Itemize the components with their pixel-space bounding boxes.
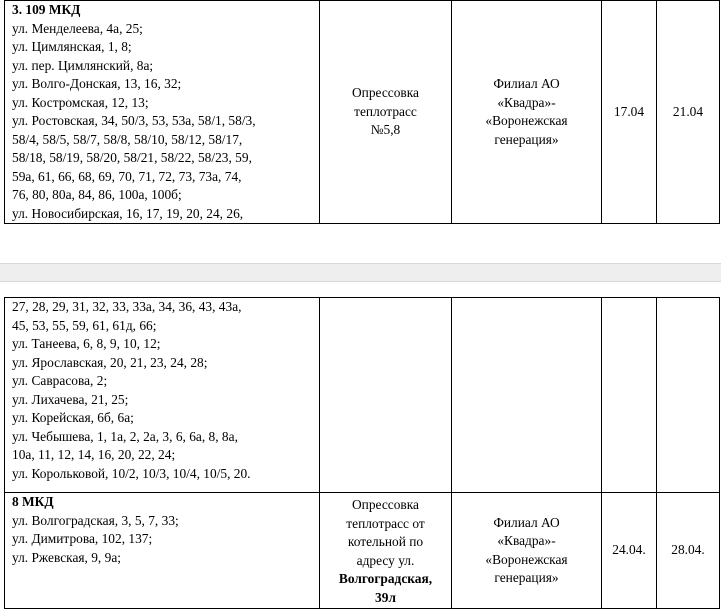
- work-line: теплотрасс: [354, 103, 417, 119]
- address-line: ул. пер. Цимлянский, 8а;: [12, 57, 154, 73]
- address-line: 27, 28, 29, 31, 32, 33, 33а, 34, 36, 43, 43а,: [12, 299, 242, 314]
- outage-table-page-1: [4, 0, 720, 224]
- org-line: Филиал АО: [493, 514, 560, 530]
- group-title: 8 МКД: [12, 494, 54, 509]
- group-title: 3. 109 МКД: [12, 2, 81, 17]
- work-line: Опрессовка: [352, 497, 419, 512]
- org-line: генерация»: [494, 570, 559, 585]
- table-row: [5, 298, 720, 493]
- addresses-cell: [5, 493, 320, 609]
- address-line: 58/18, 58/19, 58/20, 58/21, 58/22, 58/23, 59,: [12, 150, 252, 165]
- organization-cell: [452, 1, 602, 224]
- end-date-cell: [657, 298, 720, 493]
- org-line: «Воронежская: [485, 551, 568, 567]
- address-line: ул. Лихачева, 21, 25;: [12, 391, 129, 407]
- address-line: ул. Новосибирская, 16, 17, 19, 20, 24, 26,: [12, 205, 244, 221]
- address-line: ул. Корейская, 6б, 6а;: [12, 410, 134, 425]
- addresses-cell: [5, 1, 320, 224]
- start-date: 24.04.: [612, 542, 646, 558]
- org-line: генерация»: [494, 131, 559, 147]
- address-line: ул. Димитрова, 102, 137;: [12, 531, 153, 546]
- address-line: ул. Ростовская, 34, 50/3, 53, 53а, 58/1, 58/3,: [12, 113, 256, 128]
- address-line: ул. Танеева, 6, 8, 9, 10, 12;: [12, 336, 161, 351]
- page-break: [0, 263, 721, 282]
- work-line: котельной по: [347, 534, 424, 549]
- address-line: ул. Волгоградская, 3, 5, 7, 33;: [12, 512, 179, 528]
- address-line: 76, 80, 80а, 84, 86, 100а, 100б;: [12, 187, 182, 202]
- address-line: ул. Корольковой, 10/2, 10/3, 10/4, 10/5, 20.: [12, 465, 251, 481]
- address-line: ул. Саврасова, 2;: [12, 373, 108, 388]
- address-line: ул. Цимлянская, 1, 8;: [12, 39, 132, 54]
- address-line: ул. Волго-Донская, 13, 16, 32;: [12, 76, 182, 91]
- work-line: адресу ул.: [356, 552, 415, 568]
- work-description-cell: [320, 1, 452, 224]
- org-line: «Квадра»-: [497, 533, 556, 548]
- work-line: №5,8: [370, 122, 401, 138]
- table-row: [5, 1, 720, 224]
- start-date-cell: [602, 493, 657, 609]
- address-line: 10а, 11, 12, 14, 16, 20, 22, 24;: [12, 447, 176, 462]
- work-line: Опрессовка: [352, 85, 419, 101]
- org-line: «Квадра»-: [497, 94, 556, 110]
- end-date-cell: [657, 1, 720, 224]
- address-line: 59а, 61, 66, 68, 69, 70, 71, 72, 73, 73а, 74,: [12, 168, 242, 184]
- start-date-cell: [602, 1, 657, 224]
- address-line: ул. Ярославская, 20, 21, 23, 24, 28;: [12, 354, 208, 370]
- organization-cell: [452, 298, 602, 493]
- work-description-cell: [320, 493, 452, 609]
- addresses-cell: [5, 298, 320, 493]
- address-line: ул. Ржевская, 9, 9а;: [12, 549, 121, 565]
- address-line: ул. Костромская, 12, 13;: [12, 94, 149, 110]
- end-date-cell: [657, 493, 720, 609]
- address-line: 45, 53, 55, 59, 61, 61д, 66;: [12, 317, 157, 333]
- table-row: [5, 493, 720, 609]
- work-line: теплотрасс от: [346, 515, 425, 531]
- end-date: 28.04.: [671, 542, 705, 558]
- address-line: ул. Менделеева, 4а, 25;: [12, 20, 143, 36]
- org-line: Филиал АО: [493, 76, 560, 91]
- work-line-bold: Волгоградская,: [338, 571, 433, 586]
- outage-table-page-2: [4, 297, 720, 609]
- org-line: «Воронежская: [485, 113, 568, 128]
- start-date: 17.04: [613, 103, 645, 119]
- organization-cell: [452, 493, 602, 609]
- end-date: 21.04: [672, 103, 704, 119]
- work-description-cell: [320, 298, 452, 493]
- address-line: 58/4, 58/5, 58/7, 58/8, 58/10, 58/12, 58/17,: [12, 131, 243, 147]
- address-line: ул. Чебышева, 1, 1а, 2, 2а, 3, 6, 6а, 8, 8а,: [12, 428, 238, 444]
- work-line-bold: 39л: [375, 589, 396, 605]
- start-date-cell: [602, 298, 657, 493]
